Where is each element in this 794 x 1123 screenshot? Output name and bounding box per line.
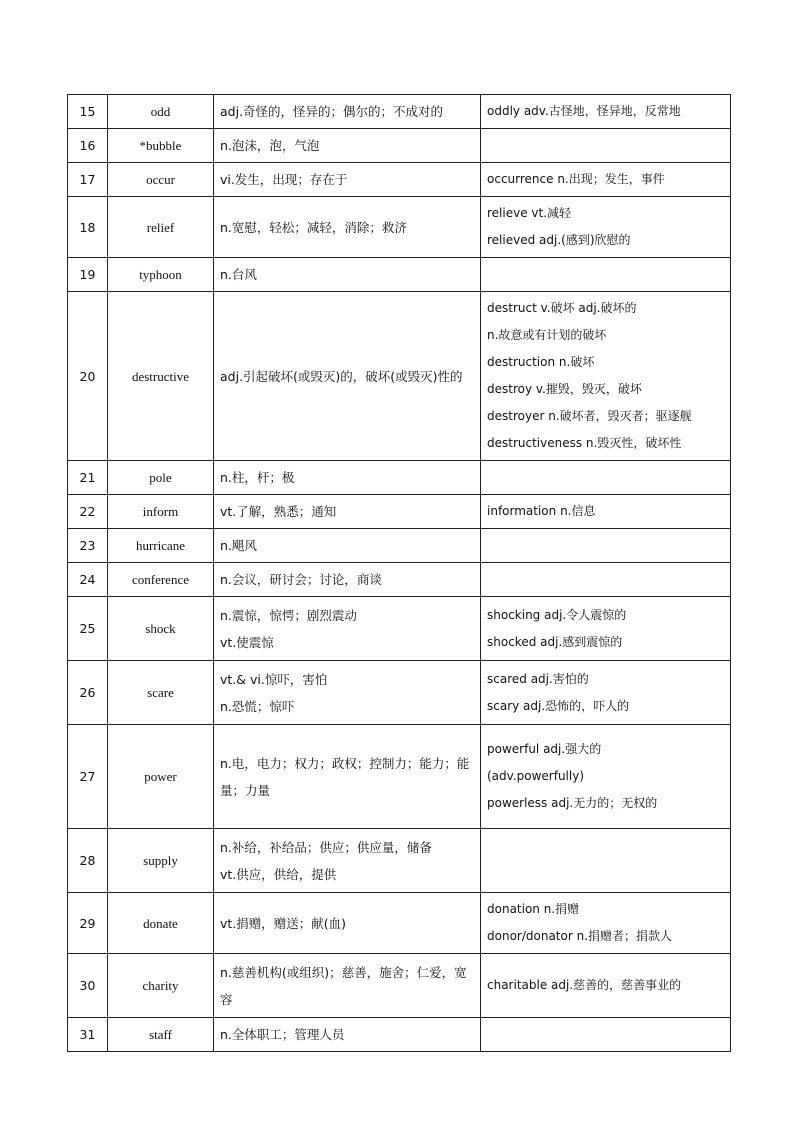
table-row	[68, 661, 731, 725]
vocab-word: donate	[108, 893, 214, 954]
row-number: 22	[68, 495, 108, 529]
word-derivatives	[481, 893, 731, 954]
table-row	[68, 461, 731, 495]
word-meaning	[214, 954, 481, 1018]
derivative-line: shocked adj.感到震惊的	[487, 634, 623, 649]
row-number: 19	[68, 258, 108, 292]
row-number: 18	[68, 197, 108, 258]
derivative-line: donor/donator n.捐赠者；捐款人	[487, 929, 673, 943]
derivative-line: relieve vt.减轻	[487, 206, 572, 220]
word-meaning	[214, 529, 481, 563]
meaning-line: n.震惊，惊愕；剧烈震动	[220, 607, 357, 623]
vocab-word: staff	[108, 1018, 214, 1052]
derivative-line: destructiveness n.毁灭性，破坏性	[487, 436, 682, 450]
word-meaning	[214, 893, 481, 954]
derivative-line: destruct v.破坏 adj.破坏的	[487, 301, 637, 315]
meaning-line: n.慈善机构(或组织)；慈善，施舍；仁爱，宽容	[220, 964, 467, 1007]
table-row	[68, 529, 731, 563]
vocab-word: conference	[108, 563, 214, 597]
vocab-word: scare	[108, 661, 214, 725]
row-number: 17	[68, 163, 108, 197]
table-row	[68, 954, 731, 1018]
derivative-line: occurrence n.出现；发生，事件	[487, 172, 665, 186]
derivative-line: relieved adj.(感到)欣慰的	[487, 233, 631, 247]
word-derivatives	[481, 258, 731, 292]
word-meaning	[214, 292, 481, 461]
meaning-line: n.电，电力；权力；政权；控制力；能力；能量；力量	[220, 755, 470, 798]
word-derivatives	[481, 129, 731, 163]
word-derivatives	[481, 829, 731, 893]
vocab-word: supply	[108, 829, 214, 893]
derivative-line: scared adj.害怕的	[487, 671, 589, 686]
meaning-line: vt.使震惊	[220, 634, 274, 650]
word-meaning	[214, 495, 481, 529]
table-row	[68, 563, 731, 597]
word-derivatives	[481, 529, 731, 563]
derivative-line: oddly adv.古怪地，怪异地，反常地	[487, 104, 681, 118]
vocab-word: power	[108, 725, 214, 829]
row-number: 25	[68, 597, 108, 661]
table-row	[68, 495, 731, 529]
word-meaning	[214, 661, 481, 725]
word-derivatives	[481, 597, 731, 661]
row-number: 16	[68, 129, 108, 163]
row-number: 21	[68, 461, 108, 495]
table-row	[68, 597, 731, 661]
vocab-word: hurricane	[108, 529, 214, 563]
word-derivatives	[481, 954, 731, 1018]
word-derivatives	[481, 461, 731, 495]
vocab-word: pole	[108, 461, 214, 495]
row-number: 26	[68, 661, 108, 725]
row-number: 31	[68, 1018, 108, 1052]
meaning-line: n.台风	[220, 267, 257, 282]
table-row	[68, 258, 731, 292]
word-meaning	[214, 129, 481, 163]
meaning-line: n.恐慌；惊吓	[220, 698, 295, 714]
meaning-line: vt.& vi.惊吓，害怕	[220, 671, 328, 687]
meaning-line: adj.奇怪的，怪异的；偶尔的；不成对的	[220, 104, 444, 119]
vocab-word: odd	[108, 95, 214, 129]
word-derivatives	[481, 197, 731, 258]
meaning-line: n.飓风	[220, 538, 257, 553]
word-meaning	[214, 163, 481, 197]
word-derivatives	[481, 495, 731, 529]
derivative-line: (adv.powerfully)	[487, 769, 585, 783]
meaning-line: n.全体职工；管理人员	[220, 1027, 345, 1042]
row-number: 30	[68, 954, 108, 1018]
word-meaning	[214, 1018, 481, 1052]
word-derivatives	[481, 292, 731, 461]
word-meaning	[214, 829, 481, 893]
word-derivatives	[481, 163, 731, 197]
table-row	[68, 95, 731, 129]
word-derivatives	[481, 95, 731, 129]
meaning-line: n.宽慰，轻松；减轻，消除；救济	[220, 219, 407, 235]
table-row	[68, 1018, 731, 1052]
vocab-word: occur	[108, 163, 214, 197]
meaning-line: vt.捐赠，赠送；献(血)	[220, 915, 347, 931]
derivative-line: shocking adj.令人震惊的	[487, 607, 627, 622]
derivative-line: donation n.捐赠	[487, 902, 580, 916]
row-number: 27	[68, 725, 108, 829]
word-meaning	[214, 597, 481, 661]
derivative-line: destroyer n.破坏者，毁灭者；驱逐舰	[487, 409, 692, 423]
table-row	[68, 829, 731, 893]
vocab-word: inform	[108, 495, 214, 529]
word-meaning	[214, 95, 481, 129]
derivative-line: powerful adj.强大的	[487, 742, 602, 756]
table-row	[68, 725, 731, 829]
row-number: 20	[68, 292, 108, 461]
word-meaning	[214, 461, 481, 495]
row-number: 28	[68, 829, 108, 893]
meaning-line: n.会议，研讨会；讨论，商谈	[220, 572, 382, 587]
meaning-line: n.补给，补给品；供应；供应量，储备	[220, 839, 432, 855]
derivative-line: charitable adj.慈善的，慈善事业的	[487, 978, 682, 992]
vocabulary-table	[67, 94, 731, 1052]
vocab-word: *bubble	[108, 129, 214, 163]
meaning-line: vt.供应，供给，提供	[220, 866, 337, 882]
derivative-line: scary adj.恐怖的，吓人的	[487, 698, 630, 713]
table-row	[68, 129, 731, 163]
derivative-line: powerless adj.无力的；无权的	[487, 796, 658, 810]
word-meaning	[214, 563, 481, 597]
derivative-line: destroy v.摧毁，毁灭，破坏	[487, 382, 642, 396]
meaning-line: n.泡沫，泡，气泡	[220, 138, 320, 153]
meaning-line: adj.引起破坏(或毁灭)的，破坏(或毁灭)性的	[220, 368, 463, 384]
table-row	[68, 292, 731, 461]
vocab-word: charity	[108, 954, 214, 1018]
row-number: 15	[68, 95, 108, 129]
vocab-word: typhoon	[108, 258, 214, 292]
word-meaning	[214, 197, 481, 258]
row-number: 24	[68, 563, 108, 597]
word-derivatives	[481, 725, 731, 829]
word-meaning	[214, 725, 481, 829]
meaning-line: n.柱，杆；极	[220, 470, 295, 485]
meaning-line: vi.发生，出现；存在于	[220, 172, 348, 187]
derivative-line: n.故意或有计划的破坏	[487, 328, 607, 342]
vocabulary-table-body	[68, 95, 731, 1052]
row-number: 23	[68, 529, 108, 563]
word-derivatives	[481, 661, 731, 725]
table-row	[68, 197, 731, 258]
meaning-line: vt.了解，熟悉；通知	[220, 504, 337, 519]
word-derivatives	[481, 1018, 731, 1052]
table-row	[68, 893, 731, 954]
vocab-word: relief	[108, 197, 214, 258]
derivative-line: destruction n.破坏	[487, 355, 595, 369]
table-row	[68, 163, 731, 197]
word-meaning	[214, 258, 481, 292]
derivative-line: information n.信息	[487, 504, 596, 518]
word-derivatives	[481, 563, 731, 597]
vocab-word: destructive	[108, 292, 214, 461]
vocab-word: shock	[108, 597, 214, 661]
row-number: 29	[68, 893, 108, 954]
